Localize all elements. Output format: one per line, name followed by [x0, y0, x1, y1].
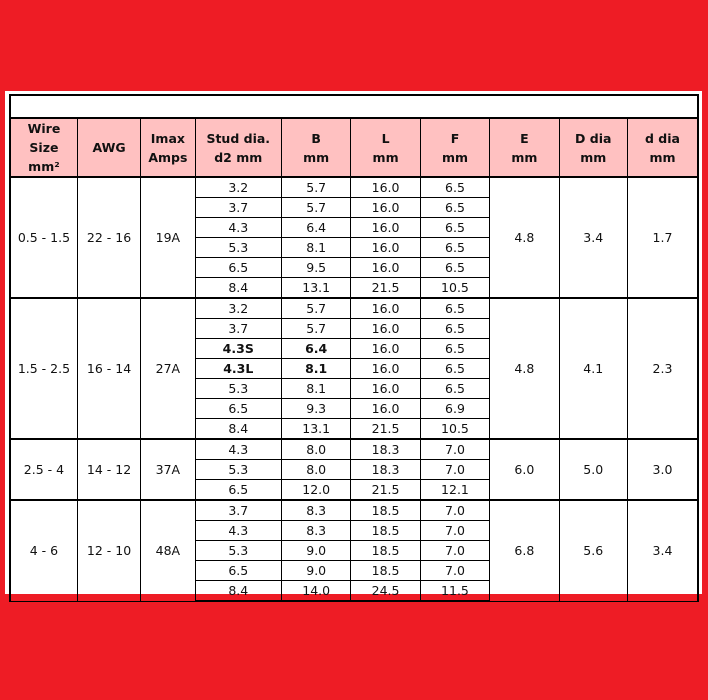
- f-cell: 6.5: [420, 177, 489, 198]
- table-body: [10, 95, 698, 601]
- l-cell: 21.5: [351, 419, 420, 440]
- b-cell: 8.0: [282, 439, 351, 460]
- column-header: [10, 118, 77, 177]
- l-cell: 16.0: [351, 339, 420, 359]
- e-cell: 4.8: [490, 298, 559, 439]
- l-cell: 18.3: [351, 460, 420, 480]
- title-cell: [10, 95, 698, 118]
- l-cell: 16.0: [351, 177, 420, 198]
- f-cell: 6.5: [420, 298, 489, 319]
- table-row: [10, 439, 698, 460]
- terminal-spec-table: [9, 94, 699, 602]
- stud-dia-cell: 6.5: [195, 258, 281, 278]
- f-cell: 6.5: [420, 198, 489, 218]
- f-cell: 7.0: [420, 500, 489, 521]
- stud-dia-cell: 6.5: [195, 480, 281, 501]
- table-row: [10, 298, 698, 319]
- f-cell: 7.0: [420, 460, 489, 480]
- f-cell: 6.5: [420, 258, 489, 278]
- f-cell: 10.5: [420, 419, 489, 440]
- l-cell: 18.5: [351, 521, 420, 541]
- column-header: [627, 118, 698, 177]
- stud-dia-cell: 5.3: [195, 238, 281, 258]
- column-header: [77, 118, 140, 177]
- b-cell: 8.1: [282, 359, 351, 379]
- stud-dia-cell: 3.7: [195, 198, 281, 218]
- l-cell: 21.5: [351, 278, 420, 299]
- l-cell: 16.0: [351, 258, 420, 278]
- stud-dia-cell: 6.5: [195, 399, 281, 419]
- stud-dia-cell: 5.3: [195, 379, 281, 399]
- l-cell: 16.0: [351, 238, 420, 258]
- l-cell: 24.5: [351, 581, 420, 602]
- column-header-title: B: [311, 130, 321, 146]
- imax-cell: 48A: [141, 500, 195, 601]
- l-cell: 16.0: [351, 359, 420, 379]
- b-cell: 5.7: [282, 319, 351, 339]
- column-header-unit: mm: [372, 149, 399, 165]
- f-cell: 12.1: [420, 480, 489, 501]
- f-cell: 6.5: [420, 379, 489, 399]
- column-header-title: Wire Size: [27, 121, 61, 155]
- f-cell: 6.5: [420, 339, 489, 359]
- l-cell: 21.5: [351, 480, 420, 501]
- column-header-title: E: [520, 130, 529, 146]
- stud-dia-cell: 5.3: [195, 460, 281, 480]
- b-cell: 9.3: [282, 399, 351, 419]
- stud-dia-cell: 4.3L: [195, 359, 281, 379]
- l-cell: 16.0: [351, 379, 420, 399]
- imax-cell: 19A: [141, 177, 195, 298]
- l-cell: 18.5: [351, 561, 420, 581]
- column-header: [351, 118, 420, 177]
- l-cell: 16.0: [351, 298, 420, 319]
- header-row: [10, 118, 698, 177]
- column-header-unit: mm: [580, 149, 607, 165]
- imax-cell: 37A: [141, 439, 195, 500]
- f-cell: 6.5: [420, 218, 489, 238]
- column-header: [195, 118, 281, 177]
- f-cell: 10.5: [420, 278, 489, 299]
- b-cell: 12.0: [282, 480, 351, 501]
- l-cell: 18.5: [351, 500, 420, 521]
- column-header-title: Imax: [150, 130, 185, 146]
- column-header-title: d dia: [644, 130, 680, 146]
- stud-dia-cell: 4.3: [195, 439, 281, 460]
- l-cell: 16.0: [351, 399, 420, 419]
- b-cell: 13.1: [282, 278, 351, 299]
- column-header-unit: Amps: [148, 149, 188, 165]
- table-row: [10, 177, 698, 198]
- d-dia-lower-cell: 3.4: [627, 500, 698, 601]
- column-header-unit: mm²: [28, 159, 60, 174]
- b-cell: 14.0: [282, 581, 351, 602]
- d-dia-upper-cell: 5.6: [559, 500, 627, 601]
- l-cell: 18.3: [351, 439, 420, 460]
- column-header-unit: mm: [649, 149, 676, 165]
- stud-dia-cell: 4.3S: [195, 339, 281, 359]
- awg-cell: 22 - 16: [77, 177, 140, 298]
- d-dia-upper-cell: 5.0: [559, 439, 627, 500]
- b-cell: 8.1: [282, 238, 351, 258]
- d-dia-upper-cell: 3.4: [559, 177, 627, 298]
- spec-panel: [5, 91, 702, 598]
- column-header-unit: mm: [303, 149, 330, 165]
- b-cell: 13.1: [282, 419, 351, 440]
- b-cell: 9.0: [282, 561, 351, 581]
- b-cell: 9.5: [282, 258, 351, 278]
- e-cell: 6.8: [490, 500, 559, 601]
- stud-dia-cell: 3.2: [195, 298, 281, 319]
- d-dia-lower-cell: 3.0: [627, 439, 698, 500]
- stud-dia-cell: 3.7: [195, 319, 281, 339]
- stud-dia-cell: 8.4: [195, 581, 281, 602]
- column-header-unit: mm: [511, 149, 538, 165]
- l-cell: 16.0: [351, 198, 420, 218]
- b-cell: 9.0: [282, 541, 351, 561]
- f-cell: 6.5: [420, 319, 489, 339]
- column-header-title: D dia: [575, 130, 612, 146]
- title-row: [10, 95, 698, 118]
- imax-cell: 27A: [141, 298, 195, 439]
- stud-dia-cell: 3.2: [195, 177, 281, 198]
- column-header-title: Stud dia.: [206, 130, 271, 146]
- f-cell: 7.0: [420, 541, 489, 561]
- f-cell: 7.0: [420, 439, 489, 460]
- column-header: [420, 118, 489, 177]
- awg-cell: 16 - 14: [77, 298, 140, 439]
- e-cell: 4.8: [490, 177, 559, 298]
- l-cell: 18.5: [351, 541, 420, 561]
- column-header-title: F: [450, 130, 460, 146]
- b-cell: 8.3: [282, 500, 351, 521]
- b-cell: 5.7: [282, 177, 351, 198]
- stud-dia-cell: 8.4: [195, 278, 281, 299]
- stud-dia-cell: 8.4: [195, 419, 281, 440]
- stud-dia-cell: 6.5: [195, 561, 281, 581]
- wire-size-cell: 4 - 6: [10, 500, 77, 601]
- d-dia-upper-cell: 4.1: [559, 298, 627, 439]
- b-cell: 6.4: [282, 218, 351, 238]
- wire-size-cell: 0.5 - 1.5: [10, 177, 77, 298]
- awg-cell: 14 - 12: [77, 439, 140, 500]
- stud-dia-cell: 5.3: [195, 541, 281, 561]
- l-cell: 16.0: [351, 319, 420, 339]
- l-cell: 16.0: [351, 218, 420, 238]
- b-cell: 8.1: [282, 379, 351, 399]
- table-row: [10, 500, 698, 521]
- column-header: [282, 118, 351, 177]
- wire-size-cell: 2.5 - 4: [10, 439, 77, 500]
- wire-size-cell: 1.5 - 2.5: [10, 298, 77, 439]
- d-dia-lower-cell: 1.7: [627, 177, 698, 298]
- b-cell: 5.7: [282, 298, 351, 319]
- awg-cell: 12 - 10: [77, 500, 140, 601]
- column-header-unit: mm: [441, 149, 468, 165]
- b-cell: 6.4: [282, 339, 351, 359]
- column-header-unit: d2 mm: [214, 149, 263, 165]
- d-dia-lower-cell: 2.3: [627, 298, 698, 439]
- b-cell: 8.0: [282, 460, 351, 480]
- f-cell: 6.9: [420, 399, 489, 419]
- column-header: [490, 118, 559, 177]
- f-cell: 6.5: [420, 238, 489, 258]
- stud-dia-cell: 4.3: [195, 521, 281, 541]
- column-header-title: AWG: [92, 140, 126, 155]
- b-cell: 8.3: [282, 521, 351, 541]
- e-cell: 6.0: [490, 439, 559, 500]
- f-cell: 7.0: [420, 521, 489, 541]
- stud-dia-cell: 3.7: [195, 500, 281, 521]
- column-header-title: L: [381, 130, 390, 146]
- b-cell: 5.7: [282, 198, 351, 218]
- f-cell: 6.5: [420, 359, 489, 379]
- f-cell: 7.0: [420, 561, 489, 581]
- column-header: [141, 118, 195, 177]
- column-header: [559, 118, 627, 177]
- stud-dia-cell: 4.3: [195, 218, 281, 238]
- f-cell: 11.5: [420, 581, 489, 602]
